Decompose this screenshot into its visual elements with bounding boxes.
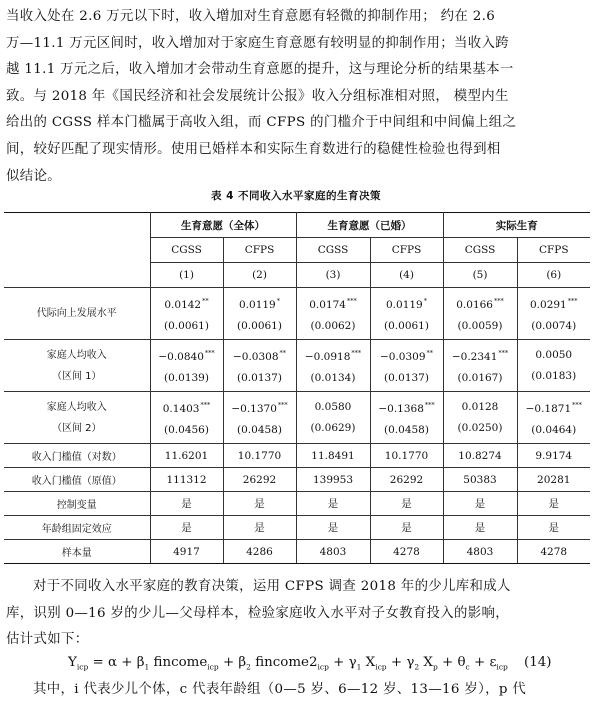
coefficient-value: −0.0840 <box>158 350 204 363</box>
text-line: 给出的 CGSS 样本门槛属于高收入组，而 CFPS 的门槛介于中间组和中间偏上组之 <box>6 115 517 131</box>
table-cell: 4286 <box>223 540 296 564</box>
table-cell: 26292 <box>223 468 296 492</box>
row-label-line: 代际向上发展水平 <box>36 308 117 319</box>
equation-14 <box>68 655 588 672</box>
coefficient-cell <box>370 392 443 444</box>
dataset-header: CGSS <box>296 238 370 263</box>
coefficient-value: −0.0308 <box>232 350 279 363</box>
coefficient-cell <box>443 288 517 340</box>
standard-error: (0.0458) <box>384 423 429 436</box>
coefficient-value: 0.0128 <box>461 400 499 413</box>
coefficient-cell <box>517 392 590 444</box>
summary-rows <box>4 444 590 564</box>
table-cell: 10.1770 <box>223 444 296 468</box>
table-cell: 是 <box>443 516 517 540</box>
text-line: 库，识别 0—16 岁的少儿—父母样本，检验家庭收入水平对子女教育投入的影响， <box>6 605 510 621</box>
table-cell: 10.8274 <box>443 444 517 468</box>
significance-stars: *** <box>277 400 288 409</box>
table-cell: 9.9174 <box>517 444 590 468</box>
table-cell: 50383 <box>443 468 517 492</box>
row-label-line: （区间 1） <box>51 370 102 382</box>
significance-stars: *** <box>204 348 215 357</box>
coefficient-cell <box>443 392 517 444</box>
table-cell: 是 <box>517 516 590 540</box>
significance-stars: * <box>276 296 280 305</box>
table-cell: 20281 <box>517 468 590 492</box>
text-line: 其中，i 代表少儿个体，c 代表年龄组（0—5 岁、6—12 岁、13—16 岁），p 代 <box>33 682 527 697</box>
column-number: (5) <box>443 263 517 288</box>
table-cell: 是 <box>443 492 517 516</box>
text-line: 越 11.1 万元之后，收入增加才会带动生育意愿的提升，这与理论分析的结果基本一 <box>6 62 514 78</box>
coefficient-cell <box>150 340 223 392</box>
standard-error: (0.0629) <box>310 421 356 434</box>
group-header-fertility-intention-all: 生育意愿（全体） <box>150 213 296 238</box>
coefficient-value: 0.0166 <box>456 298 493 311</box>
coefficient-value: −0.1368 <box>378 402 424 415</box>
standard-error: (0.0456) <box>164 423 209 436</box>
coefficient-value: 0.0580 <box>314 400 352 413</box>
table-row <box>4 540 590 564</box>
coefficient-value: −0.1871 <box>525 402 572 415</box>
row-label: 控制变量 <box>4 492 150 516</box>
coefficient-cell <box>517 340 590 392</box>
table-cell: 是 <box>150 492 223 516</box>
column-number: (4) <box>370 263 443 288</box>
significance-stars: *** <box>424 400 435 409</box>
coefficient-value: 0.0119 <box>386 298 423 311</box>
row-label-line: 家庭人均收入 <box>46 349 107 361</box>
significance-stars: *** <box>351 348 362 357</box>
standard-error: (0.0062) <box>310 319 356 332</box>
coefficient-cell <box>223 340 296 392</box>
table-cell: 是 <box>370 516 443 540</box>
text-line: 当收入处在 2.6 万元以下时，收入增加对生育意愿有轻微的抑制作用； 约在 2.6 <box>6 9 496 24</box>
equation-number: (14) <box>524 655 552 670</box>
coefficient-value: 0.0119 <box>239 298 276 311</box>
dataset-header: CFPS <box>223 238 296 263</box>
group-header-actual-fertility: 实际生育 <box>443 213 590 238</box>
significance-stars: *** <box>572 400 582 409</box>
significance-stars: ** <box>202 296 209 305</box>
table-header-groups <box>4 213 590 238</box>
table-row <box>4 468 590 492</box>
table-cell: 139953 <box>296 468 370 492</box>
significance-stars: *** <box>498 348 509 357</box>
coefficient-value: 0.0174 <box>309 298 346 311</box>
dataset-header: CFPS <box>517 238 590 263</box>
table-cell: 是 <box>370 492 443 516</box>
standard-error: (0.0250) <box>457 421 503 434</box>
significance-stars: ** <box>279 348 287 357</box>
regression-table <box>4 212 590 564</box>
table-cell: 4803 <box>443 540 517 564</box>
coefficient-value: 0.0142 <box>164 298 202 311</box>
standard-error: (0.0061) <box>164 319 209 332</box>
dataset-header: CGSS <box>443 238 517 263</box>
row-label: 样本量 <box>4 540 150 564</box>
significance-stars: *** <box>494 296 504 305</box>
row-label <box>4 340 150 392</box>
column-number: (2) <box>223 263 296 288</box>
table-cell: 4278 <box>370 540 443 564</box>
significance-stars: *** <box>347 296 357 305</box>
standard-error: (0.0167) <box>457 371 503 384</box>
table-row <box>4 516 590 540</box>
row-label-line: （区间 2） <box>51 422 102 434</box>
table-cell: 是 <box>296 492 370 516</box>
text-line: 似结论。 <box>6 168 61 184</box>
table-cell: 10.1770 <box>370 444 443 468</box>
coefficient-cell <box>370 340 443 392</box>
standard-error: (0.0183) <box>531 369 577 382</box>
standard-error: (0.0137) <box>237 371 282 384</box>
text-line: 估计式如下： <box>6 632 89 648</box>
standard-error: (0.0137) <box>384 371 429 384</box>
coefficient-cell <box>223 288 296 340</box>
row-label: 收入门槛值（原值） <box>4 468 150 492</box>
table-cell: 11.6201 <box>150 444 223 468</box>
table-row <box>4 340 590 392</box>
column-number: (3) <box>296 263 370 288</box>
coefficient-value: −0.2341 <box>451 350 498 363</box>
coefficient-cell <box>296 392 370 444</box>
row-label: 年龄组固定效应 <box>4 516 150 540</box>
significance-stars: *** <box>567 296 578 305</box>
coefficient-rows <box>4 288 590 444</box>
table-cell: 11.8491 <box>296 444 370 468</box>
column-number: (1) <box>150 263 223 288</box>
standard-error: (0.0059) <box>457 319 503 332</box>
text-line: 间，较好匹配了现实情形。使用已婚样本和实际生育数进行的稳健性检验也得到相 <box>6 141 501 157</box>
coefficient-value: −0.0918 <box>304 350 351 363</box>
row-label <box>4 392 150 444</box>
coefficient-value: 0.0291 <box>530 298 567 311</box>
paragraph-threshold-discussion <box>6 4 588 190</box>
column-number: (6) <box>517 263 590 288</box>
table-cell: 是 <box>150 516 223 540</box>
table-cell: 是 <box>223 516 296 540</box>
table-cell: 4803 <box>296 540 370 564</box>
table-row <box>4 492 590 516</box>
standard-error: (0.0458) <box>237 423 282 436</box>
table-row <box>4 392 590 444</box>
table-corner-cell <box>4 213 150 288</box>
text-line: 万—11.1 万元区间时，收入增加对于家庭生育意愿有较明显的抑制作用；当收入跨 <box>6 35 509 51</box>
table-row <box>4 444 590 468</box>
text-line: 致。与 2018 年《国民经济和社会发展统计公报》收入分组标准相对照， 模型内生 <box>6 88 509 104</box>
table-cell: 111312 <box>150 468 223 492</box>
table-caption: 表 4 不同收入水平家庭的生育决策 <box>210 190 382 202</box>
text-line: 对于不同收入水平家庭的教育决策，运用 CFPS 调查 2018 年的少儿库和成人 <box>33 579 511 594</box>
coefficient-value: 0.1403 <box>162 402 200 415</box>
row-label <box>4 288 150 340</box>
table-cell: 26292 <box>370 468 443 492</box>
table-row <box>4 288 590 340</box>
paragraph-variable-definitions <box>6 677 588 704</box>
coefficient-cell <box>517 288 590 340</box>
coefficient-cell <box>223 392 296 444</box>
dataset-header: CGSS <box>150 238 223 263</box>
row-label: 收入门槛值（对数） <box>4 444 150 468</box>
coefficient-cell <box>150 392 223 444</box>
standard-error: (0.0134) <box>310 371 356 384</box>
significance-stars: *** <box>200 400 211 409</box>
row-label-line: 家庭人均收入 <box>46 401 107 413</box>
table-cell: 是 <box>296 516 370 540</box>
coefficient-cell <box>370 288 443 340</box>
coefficient-value: 0.0050 <box>535 348 573 361</box>
coefficient-cell <box>443 340 517 392</box>
dataset-header: CFPS <box>370 238 443 263</box>
group-header-fertility-intention-married: 生育意愿（已婚） <box>296 213 443 238</box>
standard-error: (0.0061) <box>384 319 429 332</box>
paragraph-education-decision <box>6 574 588 654</box>
significance-stars: * <box>423 296 427 305</box>
table-cell: 4278 <box>517 540 590 564</box>
significance-stars: ** <box>426 348 434 357</box>
standard-error: (0.0074) <box>531 319 577 332</box>
coefficient-value: −0.1370 <box>231 402 277 415</box>
coefficient-cell <box>150 288 223 340</box>
coefficient-value: −0.0309 <box>379 350 426 363</box>
standard-error: (0.0061) <box>237 319 282 332</box>
standard-error: (0.0139) <box>164 371 209 384</box>
table-cell: 4917 <box>150 540 223 564</box>
coefficient-cell <box>296 288 370 340</box>
standard-error: (0.0464) <box>531 423 577 436</box>
coefficient-cell <box>296 340 370 392</box>
table-cell: 是 <box>223 492 296 516</box>
table-cell: 是 <box>517 492 590 516</box>
equation-body: $Y_{icp} = \alpha + \beta_1$ fincome$_{icp}$ + $\beta_2$ $fincome2_{icp} + \gamma_1$ $X_{icp} + \gamma_2$ $X_p + \theta_c + \varepsilon_{icp}$ <box>68 655 508 672</box>
